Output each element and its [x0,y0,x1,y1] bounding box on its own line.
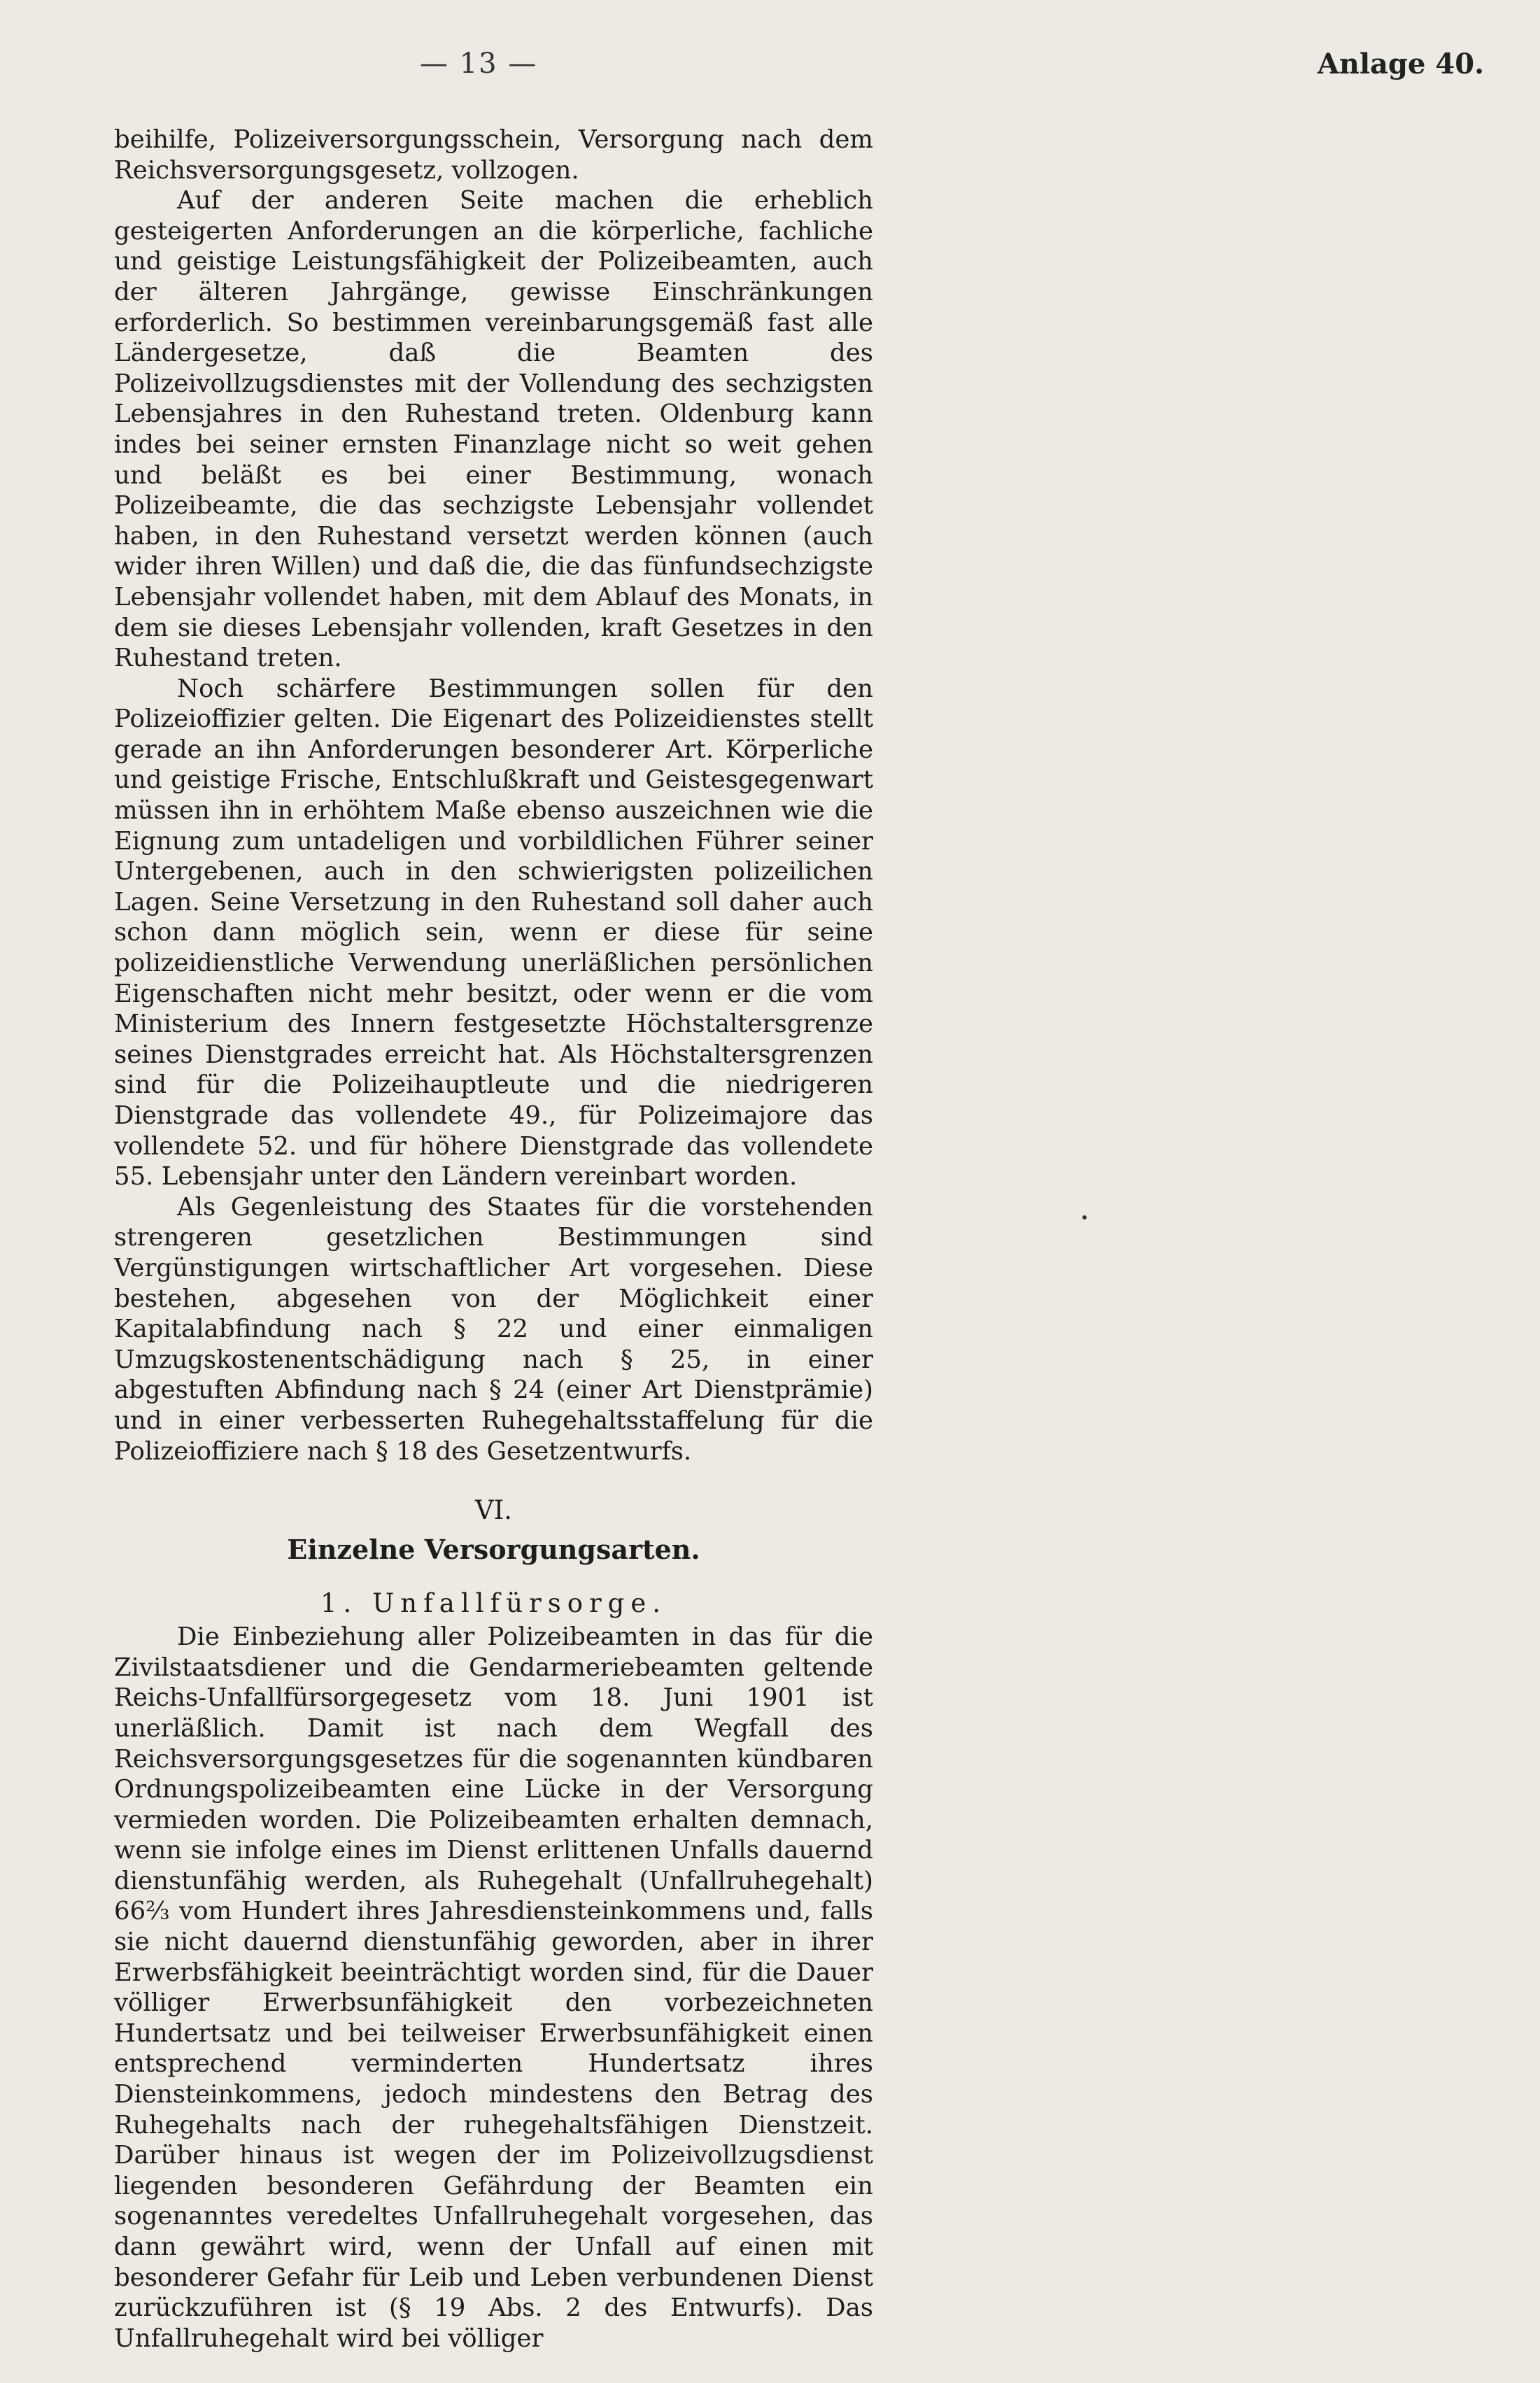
page-header [0,48,1540,97]
stray-ink-dot [1082,1215,1087,1219]
section-number: VI. [474,1495,513,1526]
paragraph-4: Als Gegenleistung des Staates für die vorstehenden strengeren gesetzlichen Bestimmungen sind Vergünstigungen wirtschaftlicher Art vorgesehen. Diese bestehen, abgesehen von der Möglichkeit einer Kapitalabfindung nach § 22 und einer einmaligen Umzugskostenentschädigung nach § 25, in einer abgestuften Abfindung nach § 24 (einer Art Dienstprämie) und in einer verbesserten Ruhegehaltsstaffelung für die Polizeioffiziere nach § 18 des Gesetzentwurfs. [114,1192,873,1466]
text-column [114,125,873,2354]
section-title: Einzelne Versorgungsarten. [287,1534,700,1566]
paragraph-2: Auf der anderen Seite machen die erheblich gesteigerten Anforderungen an die körperliche, fachliche und geistige Leistungsfähigkeit der Polizeibeamten, auch der älteren Jahrgänge, gewisse Einschränkungen erforderlich. So bestimmen vereinbarungsgemäß fast alle Ländergesetze, daß die Beamten des Polizeivollzugsdienstes mit der Vollendung des sechzigsten Lebensjahres in den Ruhestand treten. Oldenburg kann indes bei seiner ernsten Finanzlage nicht so weit gehen und beläßt es bei einer Bestimmung, wonach Polizeibeamte, die das sechzigste Lebensjahr vollendet haben, in den Ruhestand versetzt werden können (auch wider ihren Willen) und daß die, die das fünfundsechzigste Lebensjahr vollendet haben, mit dem Ablauf des Monats, in dem sie dieses Lebensjahr vollenden, kraft Gesetzes in den Ruhestand treten. [114,186,873,673]
paragraph-3: Noch schärfere Bestimmungen sollen für den Polizeioffizier gelten. Die Eigenart des Polizeidienstes stellt gerade an ihn Anforderungen besonderer Art. Körperliche und geistige Frische, Entschlußkraft und Geistesgegenwart müssen ihn in erhöhtem Maße ebenso auszeichnen wie die Eignung zum untadeligen und vorbildlichen Führer seiner Untergebenen, auch in den schwierigsten polizeilichen Lagen. Seine Versetzung in den Ruhestand soll daher auch schon dann möglich sein, wenn er diese für seine polizeidienstliche Verwendung unerläßlichen persönlichen Eigenschaften nicht mehr besitzt, oder wenn er die vom Ministerium des Innern festgesetzte Höchstaltersgrenze seines Dienstgrades erreicht hat. Als Höchstaltersgrenzen sind für die Polizeihauptleute und die niedrigeren Dienstgrade das vollendete 49., für Polizeimajore das vollendete 52. und für höhere Dienstgrade das vollendete 55. Lebensjahr unter den Ländern vereinbart worden. [114,674,873,1192]
paragraph-1: beihilfe, Polizeiversorgungsschein, Versorgung nach dem Reichsversorgungsgesetz, vollzogen. [114,125,873,185]
subsection-title: 1. Unfallfürsorge. [320,1588,667,1619]
page-number: — 13 — [420,48,538,80]
annex-label: Anlage 40. [1317,48,1484,80]
paragraph-5: Die Einbeziehung aller Polizeibeamten in das für die Zivilstaatsdiener und die Gendarmeriebeamten geltende Reichs-Unfallfürsorgegesetz vom 18. Juni 1901 ist unerläßlich. Damit ist nach dem Wegfall des Reichsversorgungsgesetzes für die sogenannten kündbaren Ordnungspolizeibeamten eine Lücke in der Versorgung vermieden worden. Die Polizeibeamten erhalten demnach, wenn sie infolge eines im Dienst erlittenen Unfalls dauernd dienstunfähig werden, als Ruhegehalt (Unfallruhegehalt) 66⅔ vom Hundert ihres Jahresdiensteinkommens und, falls sie nicht dauernd dienstunfähig geworden, aber in ihrer Erwerbsfähigkeit beeinträchtigt worden sind, für die Dauer völliger Erwerbsunfähigkeit den vorbezeichneten Hundertsatz und bei teilweiser Erwerbsunfähigkeit einen entsprechend verminderten Hundertsatz ihres Diensteinkommens, jedoch mindestens den Betrag des Ruhegehalts nach der ruhegehaltsfähigen Dienstzeit. Darüber hinaus ist wegen der im Polizeivollzugsdienst liegenden besonderen Gefährdung der Beamten ein sogenanntes veredeltes Unfallruhegehalt vorgesehen, das dann gewährt wird, wenn der Unfall auf einen mit besonderer Gefahr für Leib und Leben verbundenen Dienst zurückzuführen ist (§ 19 Abs. 2 des Entwurfs). Das Unfallruhegehalt wird bei völliger [114,1622,873,2353]
